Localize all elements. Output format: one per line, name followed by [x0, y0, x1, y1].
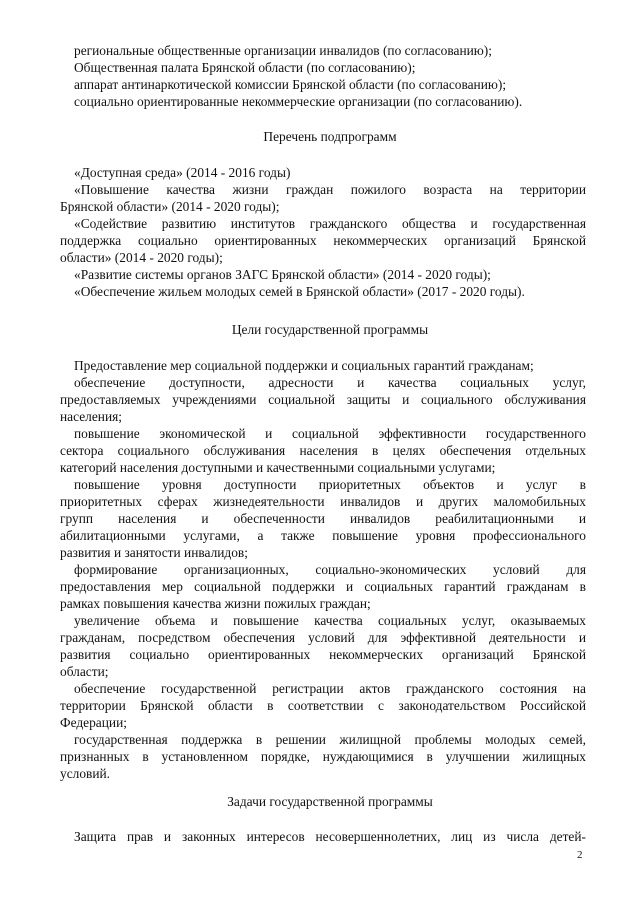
goal-line: развития и занятости инвалидов; — [60, 545, 248, 560]
task-line: Защита прав и законных интересов несовершеннолетних, лиц из числа детей- — [74, 829, 586, 844]
goal-line: области; — [60, 664, 109, 679]
participant-line: Общественная палата Брянской области (по согласованию); — [74, 60, 416, 75]
goal-line: условий. — [60, 766, 111, 781]
goal-line: формирование организационных, социально-экономических условий для — [74, 562, 586, 577]
goal-line: предоставления мер социальной поддержки и социальных гарантий гражданам в — [60, 579, 586, 594]
goal-line: Предоставление мер социальной поддержки и социальных гарантий гражданам; — [74, 358, 534, 373]
goal-line: повышение экономической и социальной эффективности государственного — [74, 426, 586, 441]
goal-line: развития социально ориентированных некоммерческих организаций Брянской — [60, 647, 586, 662]
goal-line: приоритетных сферах жизнедеятельности инвалидов и других маломобильных — [60, 494, 586, 509]
tasks-heading: Задачи государственной программы — [227, 794, 433, 809]
subprogram-line: «Повышение качества жизни граждан пожилого возраста на территории — [74, 182, 586, 197]
goal-line: увеличение объема и повышение качества социальных услуг, оказываемых — [74, 613, 586, 628]
tasks-list — [74, 828, 586, 845]
goal-line: предоставляемых учреждениями социальной защиты и социального обслуживания — [60, 392, 586, 407]
subprogram-line: «Обеспечение жильем молодых семей в Брянской области» (2017 - 2020 годы). — [74, 284, 525, 299]
goal-line: групп населения и обеспеченности инвалидов реабилитационными и — [60, 511, 586, 526]
subprogram-line: «Содействие развитию институтов гражданского общества и государственная — [74, 216, 586, 231]
goals-list — [60, 357, 586, 782]
subprogram-line: Брянской области» (2014 - 2020 годы); — [60, 199, 280, 214]
goal-line: признанных в установленном порядке, нуждающимися в улучшении жилищных — [60, 749, 586, 764]
participant-line: социально ориентированные некоммерческие организации (по согласованию). — [74, 94, 523, 109]
goal-line: повышение уровня доступности приоритетных объектов и услуг в — [74, 477, 586, 492]
subprogram-line: области» (2014 - 2020 годы); — [60, 250, 223, 265]
goal-line: абилитационными услугами, а также повышение уровня профессионального — [60, 528, 586, 543]
goal-line: гражданам, посредством обеспечения условий для эффективной деятельности и — [60, 630, 586, 645]
goal-line: Федерации; — [60, 715, 127, 730]
goal-line: государственная поддержка в решении жилищной проблемы молодых семей, — [74, 732, 586, 747]
goal-line: обеспечение доступности, адресности и качества социальных услуг, — [74, 375, 586, 390]
subprogram-line: поддержка социально ориентированных некоммерческих организаций Брянской — [60, 233, 586, 248]
participant-line: региональные общественные организации инвалидов (по согласованию); — [74, 43, 492, 58]
goal-line: категорий населения доступными и качественными социальными услугами; — [60, 460, 496, 475]
subprograms-heading: Перечень подпрограмм — [263, 129, 397, 144]
participant-line: аппарат антинаркотической комиссии Брянской области (по согласованию); — [74, 77, 507, 92]
goal-line: рамках повышения качества жизни пожилых граждан; — [60, 596, 371, 611]
subprogram-line: «Доступная среда» (2014 - 2016 годы) — [74, 165, 291, 180]
subprogram-line: «Развитие системы органов ЗАГС Брянской области» (2014 - 2020 годы); — [74, 267, 491, 282]
goal-line: сектора социального обслуживания населения в целях обеспечения отдельных — [60, 443, 586, 458]
goal-line: обеспечение государственной регистрации актов гражданского состояния на — [74, 681, 586, 696]
participants-list — [74, 42, 586, 110]
subprograms-list — [60, 164, 586, 300]
goal-line: территории Брянской области в соответствии с законодательством Российской — [60, 698, 586, 713]
goal-line: населения; — [60, 409, 122, 424]
goals-heading: Цели государственной программы — [231, 322, 429, 337]
page-number: 2 — [577, 849, 583, 861]
